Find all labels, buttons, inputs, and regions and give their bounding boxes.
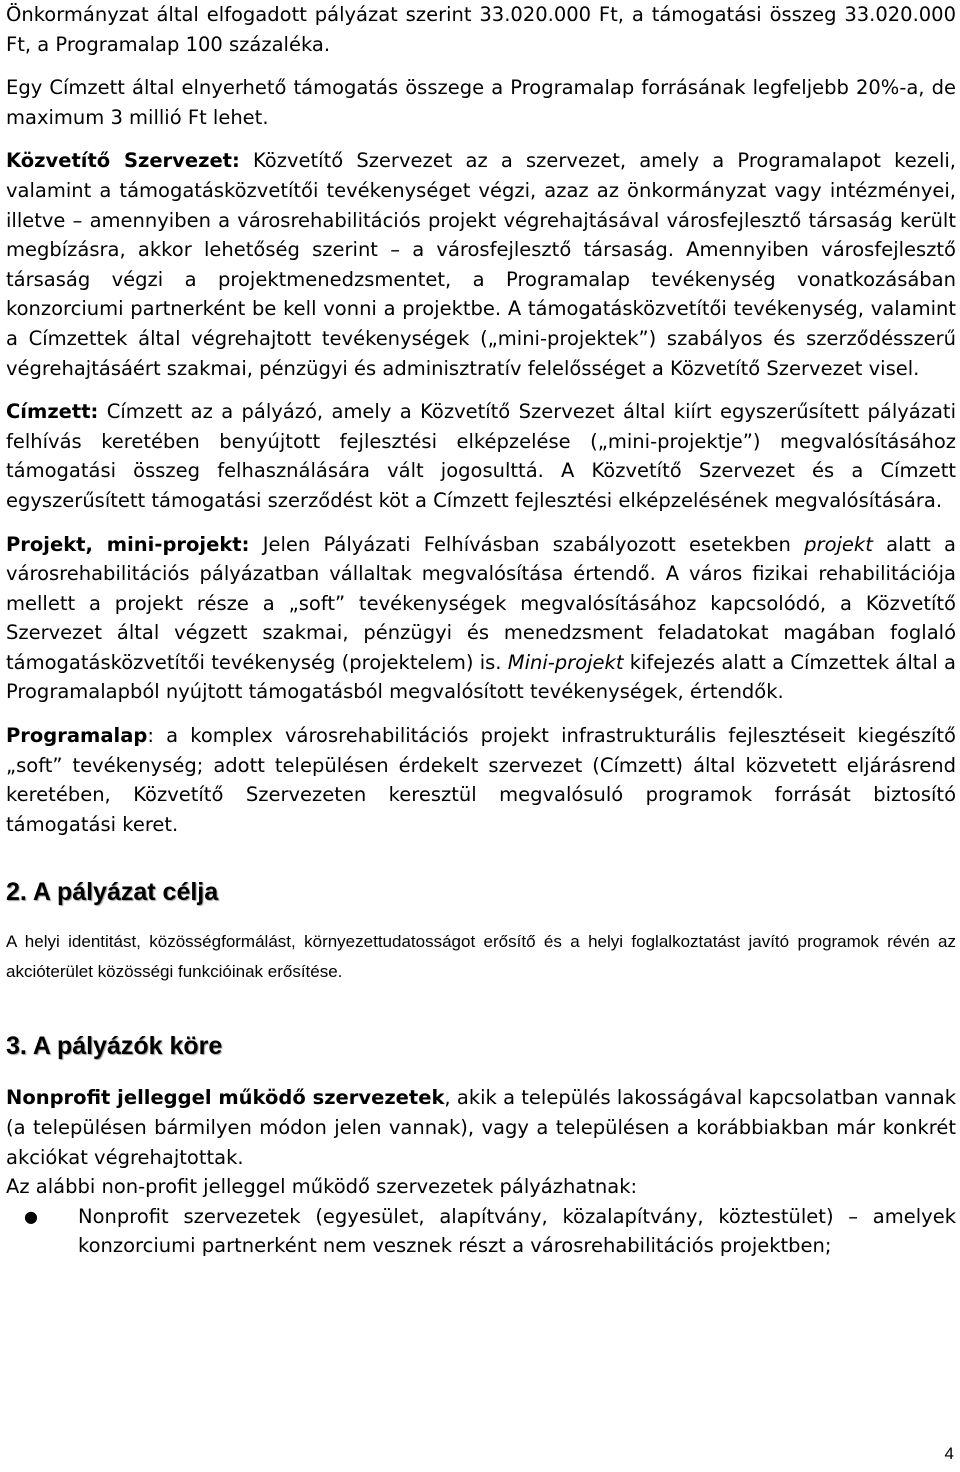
definition-programalap	[6, 721, 956, 839]
definition-cimzett	[6, 397, 956, 515]
page-number: 4	[944, 1444, 954, 1463]
definition-programalap-text: : a komplex városrehabilitációs projekt infrastrukturális fejlesztéseit kiegészítő „soft” tevékenység; adott településen érdekelt szervezet (Címzett) által közvetett eljárásrend keretében, Közvetítő Szervezeten keresztül megvalósuló programok forrását biztosító támogatási keret.	[6, 724, 956, 836]
heading-palyazat-celja: 2. A pályázat célja	[6, 878, 219, 907]
list-intro: Az alábbi non-profit jelleggel működő szervezetek pályázhatnak:	[6, 1175, 638, 1199]
definition-projekt-text-2: alatt a városrehabilitációs pályázatban vállaltak megvalósítása értendő. A város fizikai rehabilitációja mellett a projekt része a „soft” tevékenységek megvalósításához kapcsolódó, a Közvetítő Szervezet által végzett szakmai, pénzügyi és menedzsment feladatokat magában foglaló támogatásközvetítői tevékenység (projektelem) is.	[6, 532, 956, 674]
paragraph-max-grant: Egy Címzett által elnyerhető támogatás összege a Programalap forrásának legfeljebb 20%-a, de maximum 3 millió Ft lehet.	[6, 76, 956, 129]
definition-kozvetito	[6, 146, 956, 383]
eligible-organizations-list	[6, 1202, 956, 1261]
term-kozvetito: Közvetítő Szervezet:	[6, 149, 240, 173]
definition-projekt-italic-2: Mini-projekt	[507, 650, 624, 674]
definition-projekt-text-3: kifejezés alatt a Címzettek által a Programalapból nyújtott támogatásból megvalósított tevékenységek, értendők.	[6, 650, 956, 704]
heading-palyazok-kore: 3. A pályázók köre	[6, 1032, 223, 1061]
paragraph-palyazat-celja: A helyi identitást, közösségformálást, környezettudatosságot erősítő és a helyi foglalkoztatást javító programok révén az akcióterület közösségi funkcióinak erősítése.	[6, 932, 956, 982]
term-nonprofit: Nonprofit jelleggel működő szervezetek	[6, 1086, 445, 1110]
bullet-icon: ●	[24, 1206, 38, 1226]
paragraph-nonprofit-text: , akik a település lakosságával kapcsolatban vannak (a településen bármilyen módon jelen vannak), vagy a településen a korábbiakban már konkrét akciókat végrehajtottak.	[6, 1086, 957, 1169]
term-programalap: Programalap	[6, 724, 148, 748]
definition-projekt	[6, 530, 956, 708]
term-cimzett: Címzett:	[6, 400, 99, 424]
list-item-text: Nonprofit szervezetek (egyesület, alapítvány, közalapítvány, köztestület) – amelyek konzorciumi partnerként nem vesznek részt a városrehabilitációs projektben;	[78, 1204, 956, 1258]
definition-cimzett-text: Címzett az a pályázó, amely a Közvetítő Szervezet által kiírt egyszerűsített pályázati felhívás keretében benyújtott fejlesztési elképzelése („mini-projektje”) megvalósításához támogatási összeg felhasználására vált jogosulttá. A Közvetítő Szervezet és a Címzett egyszerűsített támogatási szerződést köt a Címzett fejlesztési elképzelésének megvalósítására.	[6, 400, 956, 512]
document-page	[6, 0, 956, 1261]
paragraph-support-amount: Önkormányzat által elfogadott pályázat szerint 33.020.000 Ft, a támogatási összeg 33.020.000 Ft, a Programalap 100 százaléka.	[6, 3, 956, 56]
term-projekt: Projekt, mini-projekt:	[6, 532, 250, 556]
list-item	[6, 1202, 956, 1261]
paragraph-nonprofit	[6, 1083, 956, 1172]
definition-projekt-italic-1: projekt	[804, 532, 873, 556]
definition-kozvetito-text: Közvetítő Szervezet az a szervezet, amely a Programalapot kezeli, valamint a támogatásközvetítői tevékenységet végzi, azaz az önkormányzat vagy intézményei, illetve – amennyiben a városrehabilitációs projekt végrehajtásával városfejlesztő társaság került megbízásra, akkor lehetőség szerint – a városfejlesztő társaság. Amennyiben városfejlesztő társaság végzi a projektmenedzsmentet, a Programalap tevékenység vonatkozásában konzorciumi partnerként be kell vonni a projektbe. A támogatásközvetítői tevékenység, valamint a Címzettek által végrehajtott tevékenységek („mini-projektek”) szabályos és szerződésszerű végrehajtásáért szakmai, pénzügyi és adminisztratív felelősséget a Közvetítő Szervezet visel.	[6, 149, 956, 380]
definition-projekt-text-1: Jelen Pályázati Felhívásban szabályozott esetekben	[249, 532, 805, 556]
